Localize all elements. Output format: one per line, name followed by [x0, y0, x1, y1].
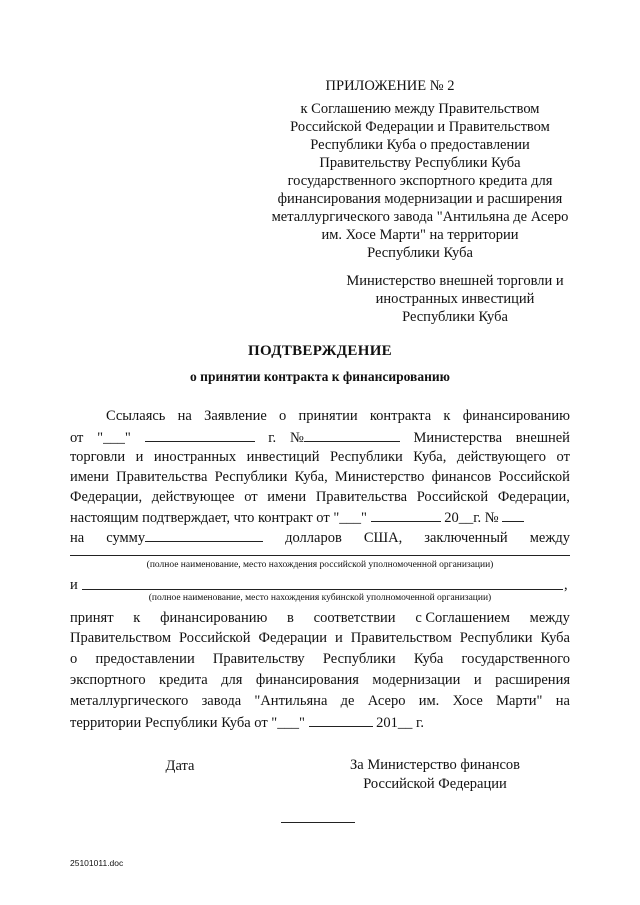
addressee-line: Республики Куба — [402, 309, 508, 325]
cuban-organization-line — [82, 589, 563, 590]
signatory-line: Российской Федерации — [363, 776, 507, 792]
amount-blank — [145, 527, 263, 542]
body-line: на сумму долларов США, заключенный между — [70, 527, 570, 548]
appendix-ref-line: Республики Куба — [367, 245, 473, 261]
appendix-ref-line: им. Хосе Марти" на территории — [321, 227, 519, 243]
document-subtitle: о принятии контракта к финансированию — [190, 369, 450, 384]
appendix-ref-line: Республики Куба о предоставлении — [310, 137, 530, 153]
body-line: территории Республики Куба от "___" 201__ г. — [70, 712, 570, 733]
body-line: о предоставлении Правительству Республики Куба государственного — [70, 651, 570, 667]
date-blank — [309, 712, 373, 727]
body-line: принят к финансированию в соответствии с Соглашением между — [70, 610, 570, 626]
caption-russian-organization: (полное наименование, место нахождения российской уполномоченной организации) — [146, 560, 494, 570]
body-line: имени Правительства Республики Куба, Министерство финансов Российской — [70, 469, 570, 485]
addressee-line: иностранных инвестиций — [375, 291, 535, 307]
appendix-ref-line: металлургического завода "Антильяна де Асеро — [271, 209, 569, 225]
date-blank — [371, 507, 441, 522]
body-line: от "___" г. № Министерства внешней — [70, 427, 570, 448]
body-line: экспортного кредита для финансирования модернизации и расширения — [70, 672, 570, 688]
appendix-ref-line: Правительству Республики Куба — [319, 155, 521, 171]
body-line: Федерации, действующее от имени Правительства Российской Федерации, — [70, 489, 570, 505]
date-blank — [145, 427, 255, 442]
appendix-ref-line: государственного экспортного кредита для — [287, 173, 553, 189]
addressee-line: Министерство внешней торговли и — [346, 273, 564, 289]
signature-line — [281, 822, 355, 823]
appendix-reference — [250, 100, 590, 262]
addressee-block — [330, 272, 580, 326]
signatory-block — [320, 756, 550, 794]
comma: , — [564, 577, 568, 593]
body-line: металлургического завода "Антильяна де Асеро им. Хосе Марти" на — [70, 693, 570, 709]
appendix-ref-line: Российской Федерации и Правительством — [290, 119, 550, 135]
number-blank — [502, 507, 524, 522]
caption-cuban-organization: (полное наименование, место нахождения кубинской уполномоченной организации) — [148, 593, 492, 603]
appendix-ref-line: финансирования модернизации и расширения — [277, 191, 563, 207]
number-blank — [304, 427, 400, 442]
russian-organization-line — [70, 555, 570, 556]
appendix-title: ПРИЛОЖЕНИЕ № 2 — [325, 78, 455, 94]
body-line: Ссылаясь на Заявление о принятии контракта к финансированию — [106, 408, 570, 424]
document-code: 25101011.doc — [70, 858, 124, 868]
body-line: и — [70, 577, 78, 593]
body-line: настоящим подтверждает, что контракт от "___" 20__г. № — [70, 507, 570, 528]
body-line: торговли и иностранных инвестиций Республики Куба, действующего от — [70, 449, 570, 465]
signatory-line: За Министерство финансов — [350, 757, 520, 773]
appendix-ref-line: к Соглашению между Правительством — [300, 101, 540, 117]
date-label: Дата — [165, 758, 195, 774]
document-title: ПОДТВЕРЖДЕНИЕ — [248, 343, 392, 359]
body-line: Правительством Российской Федерации и Правительством Республики Куба — [70, 630, 570, 646]
